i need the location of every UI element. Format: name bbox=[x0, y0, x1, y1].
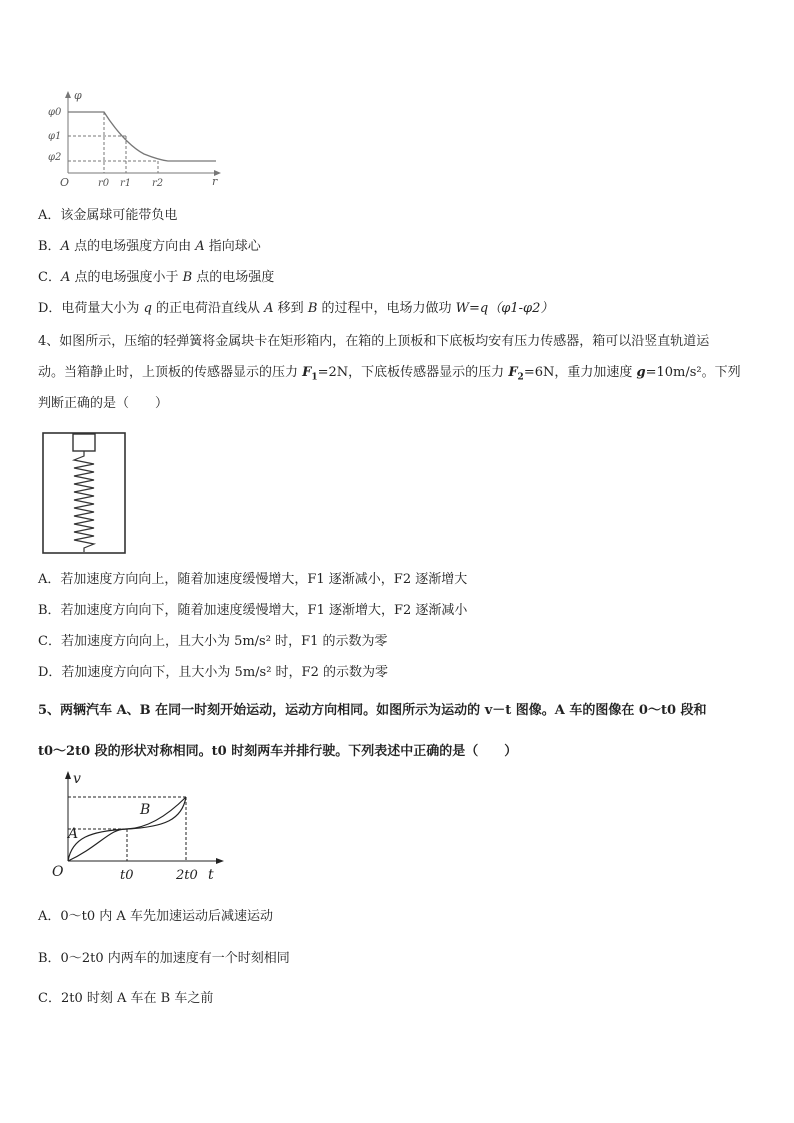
metal-block bbox=[73, 434, 95, 451]
stem-text: 动。当箱静止时，上顶板的传感器显示的压力 bbox=[38, 365, 303, 380]
spring bbox=[74, 451, 94, 552]
origin-label: O bbox=[60, 176, 70, 188]
q4-option-c: C．若加速度方向向上，且大小为 5m/s² 时，F1 的示数为零 bbox=[38, 634, 388, 649]
phi-r-graph bbox=[44, 88, 234, 188]
option-prefix: D．电荷量大小为 bbox=[38, 301, 144, 316]
option-text: 点的电场强度方向由 bbox=[69, 239, 196, 254]
q4-option-a: A．若加速度方向向上，随着加速度缓慢增大，F1 逐渐减小，F2 逐渐增大 bbox=[38, 572, 468, 587]
curve-b-label: B bbox=[140, 802, 151, 818]
option-text: 点的电场强度 bbox=[192, 270, 275, 285]
q4-stem-line1: 4、如图所示，压缩的轻弹簧将金属块卡在矩形箱内，在箱的上顶板和下底板均安有压力传感器，箱可以沿竖直轨道运 bbox=[38, 334, 710, 349]
stem-text: =6N，重力加速度 bbox=[523, 365, 637, 380]
option-text: 的正电荷沿直线从 bbox=[151, 301, 265, 316]
q3-option-d: D．电荷量大小为 q 的正电荷沿直线从 A 移到 B 的过程中，电场力做功 W=q（φ1-φ2） bbox=[38, 301, 554, 316]
option-text: 的过程中，电场力做功 bbox=[317, 301, 456, 316]
vt-graph bbox=[50, 768, 230, 886]
q3-option-a: A．该金属球可能带负电 bbox=[38, 208, 178, 223]
option-prefix: C． bbox=[38, 270, 61, 285]
q4-stem-line3: 判断正确的是（ ） bbox=[38, 396, 169, 411]
q4-option-b: B．若加速度方向向下，随着加速度缓慢增大，F1 逐渐增大，F2 逐渐减小 bbox=[38, 603, 468, 618]
option-text: 指向球心 bbox=[204, 239, 261, 254]
r1-tick: r1 bbox=[120, 178, 132, 188]
q4-stem-line2: 动。当箱静止时，上顶板的传感器显示的压力 $F_1=2N$，下底板传感器显示的压力 $F_2=6N$，重力加速度 g=10m/s²。下列 bbox=[38, 365, 741, 383]
t-axis-label: t bbox=[208, 867, 214, 883]
r2-tick: r2 bbox=[152, 178, 164, 188]
q5-option-a: A．0～t0 内 A 车先加速运动后减速运动 bbox=[38, 909, 273, 924]
q3-option-c: C．A 点的电场强度小于 B 点的电场强度 bbox=[38, 270, 275, 285]
spring-box-figure bbox=[40, 430, 130, 558]
r-axis-label: r bbox=[212, 175, 218, 188]
curve-a-label: A bbox=[68, 826, 79, 842]
work-formula: W=q（φ1-φ2） bbox=[455, 301, 554, 316]
stem-text: =2N，下底板传感器显示的压力 bbox=[317, 365, 509, 380]
phi2-tick: φ2 bbox=[48, 152, 62, 163]
v-axis-label: v bbox=[73, 771, 81, 787]
q5-stem-line2: t0～2t0 段的形状对称相同。t0 时刻两车并排行驶。下列表述中正确的是（ ） bbox=[38, 744, 518, 759]
phi1-tick: φ1 bbox=[48, 131, 62, 142]
2t0-tick: 2t0 bbox=[176, 868, 198, 883]
r0-tick: r0 bbox=[98, 178, 110, 188]
q5-stem-line1: 5、两辆汽车 A、B 在同一时刻开始运动，运动方向相同。如图所示为运动的 v－t 图像。A 车的图像在 0～t0 段和 bbox=[38, 703, 707, 718]
q3-option-b: B．A 点的电场强度方向由 A 指向球心 bbox=[38, 239, 261, 254]
phi0-tick: φ0 bbox=[48, 107, 62, 118]
q4-option-d: D．若加速度方向向下，且大小为 5m/s² 时，F2 的示数为零 bbox=[38, 665, 388, 680]
t0-tick: t0 bbox=[120, 868, 134, 883]
q5-option-b: B．0～2t0 内两车的加速度有一个时刻相同 bbox=[38, 951, 290, 966]
origin-label: O bbox=[52, 864, 64, 880]
q5-option-c: C．2t0 时刻 A 车在 B 车之前 bbox=[38, 991, 214, 1006]
option-text: 移到 bbox=[273, 301, 308, 316]
phi-axis-label: φ bbox=[74, 89, 82, 102]
option-text: 点的电场强度小于 bbox=[70, 270, 183, 285]
stem-text: =10m/s²。下列 bbox=[645, 365, 741, 380]
option-prefix: B． bbox=[38, 239, 61, 254]
